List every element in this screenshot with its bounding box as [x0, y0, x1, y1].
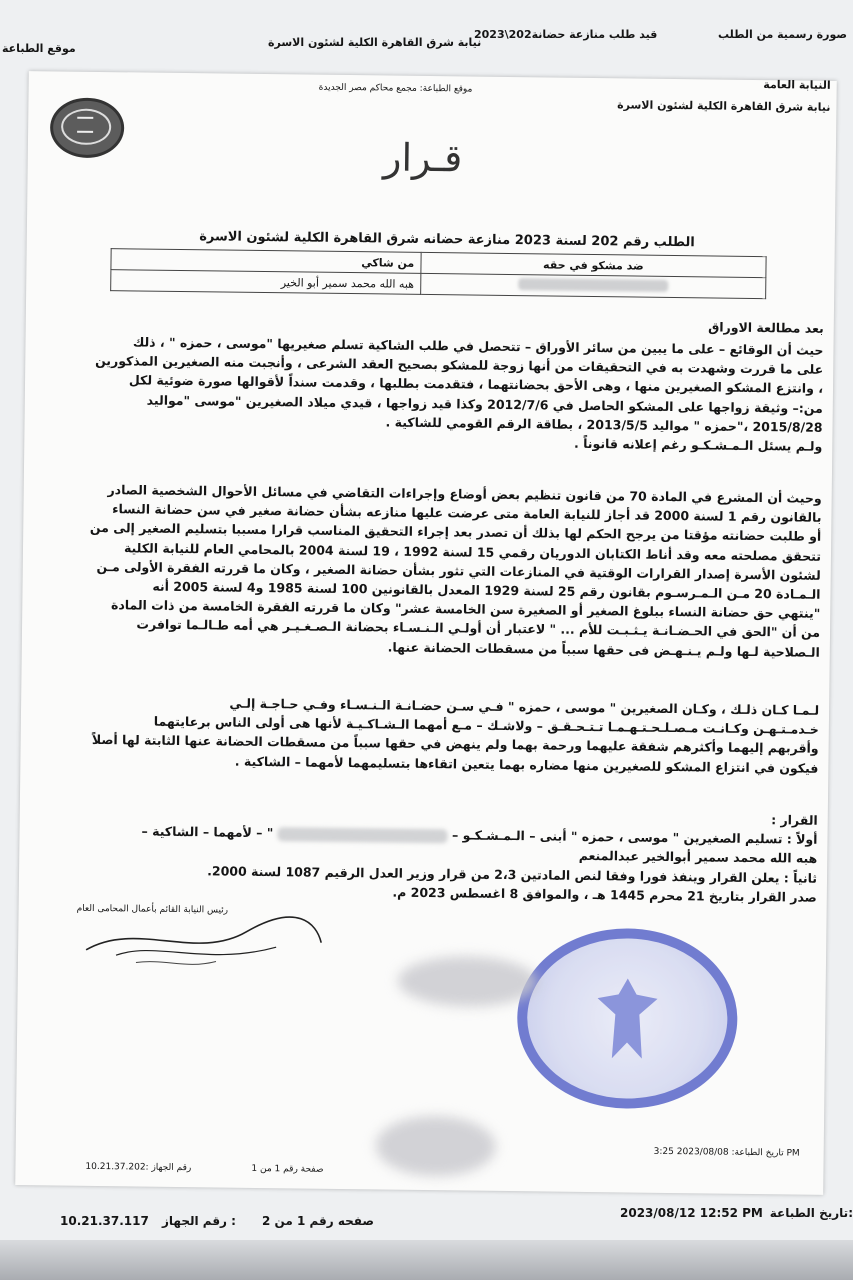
official-seal-icon [516, 927, 738, 1110]
legal-line: "ينتهي حق حضانة النساء ببلوغ الصغير أو الصغيرة سن الخامسة عشر" وكان ما قررته الفقرة الخامسة من ذات المادة [110, 597, 821, 622]
decision-document [15, 71, 837, 1195]
legal-line: أو طلبت حضانته مؤقتا من يرجح الحكم لها بذلك أن تصدر بعد إجراء التحقيق المناسب قرارا مسببا بتسليم الصغير إلى من [89, 520, 822, 545]
facts-line: ، وانتزع المشكو الصغيرين منها ، وهى الأحق بحضانتهما ، فتقدمت بطلبها ، وقدمت سنداً لأقوالها صورة ضوئية لكل [128, 372, 824, 397]
reasoning-line: فيكون في انتزاع المشكو للصغيرين منها مضاره بهما يتعين اتقاءها بتسليمهما لأمهما – الشاكية . [234, 753, 819, 776]
decision-complainant-name: هبه الله محمد سمير أبوالخير عبدالمنعم [578, 848, 818, 867]
legal-line: من أن "الحق في الحـضـانـة يـثـبـت للأم ... " لاعتبار أن أولـي الـنـسـاء بحضانة الـصـغـيـر هي أمه طـالـما توافرت [136, 616, 821, 641]
legal-line: الـصلاحية لـها ولـم يـنـهـض فى حقها سبباً من مسقطات الحضانة عنها. [387, 639, 820, 660]
facts-line: ولـم يسئل الـمـشـكـو رغم إعلانه قانوناً . [573, 435, 823, 454]
defendant-redacted [420, 273, 765, 298]
decision-section [37, 801, 818, 907]
paragraph-legal-basis [40, 479, 822, 661]
outer-footer [0, 1200, 853, 1240]
outer-header-prosecution: نيابة شرق القاهرة الكلية لشئون الاسرة [268, 36, 482, 49]
authority-name: النيابة العامة [763, 78, 831, 92]
facts-line: من:– وثيقة زواجها على المشكو الحاصل في 2012/7/6 وكذا قيد زواجها ، قيدي ميلاد الصغيرين "موسى "مواليد [146, 392, 823, 416]
complainant-name: هبه الله محمد سمير أبو الخير [111, 270, 421, 295]
reasoning-line: وأقربهم إليهما وأكثرهم شفقة عليهما ورحمة بهما ولم ينهض في حقها سبباً من مسقطات الحضانة عنها الثابتة لها أصلاً [91, 732, 819, 757]
outer-header [0, 28, 853, 58]
smudge [375, 1115, 496, 1176]
signature-title: رئيس النيابة القائم بأعمال المحامى العام [76, 903, 229, 916]
outer-page-number: صفحه رقم 1 من 2 [262, 1214, 375, 1228]
prosecution-name: نيابة شرق القاهرة الكلية لشئون الاسرة [617, 98, 831, 114]
facts-line: على ما قررت وشهدت به في التحقيقات من أنها زوجة للمشكو بصحيح العقد الشرعى ، وأنجبت منه الصغيرين المذكورين [95, 353, 824, 378]
doc-device-number: رقم الجهاز :10.21.37.202 [85, 1161, 192, 1174]
background-surface [0, 1240, 853, 1280]
paragraph-facts [42, 331, 823, 456]
facts-line: حيث أن الوقائع – على ما يبين من سائر الأوراق – تتحصل في طلب الشاكية تسلم صغيريها "موسى ، حمزه " ، ذلك [132, 334, 824, 358]
legal-line: الـمـادة 20 مـن الـمـرسـوم بقانون رقم 25 لسنة 1929 المعدل بالقانونين 100 لسنة 1985 و4 لسنة 2005 أنه [152, 578, 821, 602]
decision-second: ثانياً : يعلن القرار وينفذ فورا وفقا لنص المادتين 2،3 من قرار وزير العدل الرقيم 1087 لسنة 2000. [207, 862, 818, 886]
legal-line: بالقانون رقم 1 لسنة 2000 قد أجاز للنيابة العامة متى عرضت عليها منازعه بشأن حضانة صغير في سن حضانة النساء [112, 501, 822, 526]
decision-heading: القرار : [771, 812, 818, 828]
defendant-header: ضد مشكو في حقه [421, 252, 766, 277]
reasoning-line: لـمـا كـان ذلـك ، وكـان الصغيرين " موسى ، حمزه " فـي سـن حضـانـة الـنـسـاء وفـي حـاجـة إلـي [229, 695, 820, 718]
doc-print-date: تاريخ الطباعة: 2023/08/08 3:25 PM [653, 1146, 800, 1159]
page-title: قـرار [382, 135, 463, 181]
outer-print-date: 2023/08/12 12:52 PM [620, 1206, 763, 1220]
legal-line: لشئون الأسرة إصدار القرارات الوقتية في المنازعات التي تثور بشأن حضانة الصغير ، وكان ما قررته الفقرة الأولى مـن [96, 558, 821, 583]
legal-line: تتحقق مصلحته معه وقد أناط الكتابان الدوريان رقمي 15 لسنة 1992 ، 19 لسنة 2004 بالمحامي العام للنيابة الكلية [123, 539, 822, 564]
outer-device-label: رقم الجهاز : [162, 1214, 236, 1228]
complainant-header: من شاكي [111, 249, 421, 274]
signature-scribble [76, 910, 327, 973]
print-location: موقع الطباعة: مجمع محاكم مصر الجديدة [318, 82, 473, 95]
legal-line: وحيث أن المشرع في المادة 70 من قانون تنظيم بعض أوضاع وإجراءات التقاضي في مسائل الأحوال الشخصية الصادر [107, 482, 822, 506]
reasoning-line: خـدمـتـهـن وكـانـت مـصـلـحـتـهـمـا تـتـحـقـق – ولاشـك – مـع أمهما الـشـاكـيـة لأنها هى أولى الناس برعايتهما [153, 713, 819, 738]
decision-first-part-b: " – لأمهما – الشاكية – [141, 823, 274, 841]
smudge [397, 956, 538, 1008]
request-line: الطلب رقم 202 لسنة 2023 منازعة حضانه شرق القاهرة الكلية لشئون الاسرة [199, 229, 695, 251]
parties-table [110, 248, 766, 299]
outer-header-request: 2023\202قيد طلب منازعة حضانة [474, 28, 658, 41]
body-intro: بعد مطالعة الاوراق [708, 319, 824, 336]
decision-first-part-a: أولاً : تسليم الصغيرين " موسى ، حمزه " أبنى – الـمـشـكـو – [451, 827, 818, 848]
outer-device-number: 10.21.37.117 [60, 1214, 149, 1228]
redacted-name [278, 827, 448, 843]
decision-issued-date: صدر القرار بتاريخ 21 محرم 1445 هـ ، والموافق 8 اغسطس 2023 م. [392, 884, 817, 905]
outer-header-print-location: موقع الطباعة [2, 42, 76, 55]
outer-print-date-label: تاريخ الطباعة: [769, 1206, 853, 1220]
facts-line: 2015/8/28 ،"حمزه " مواليد 2013/5/5 ، بطاقة الرقم القومي للشاكية . [385, 414, 823, 435]
doc-page-number: صفحة رقم 1 من 1 [251, 1163, 324, 1175]
outer-header-official-copy: صورة رسمية من الطلب [718, 28, 847, 41]
paragraph-reasoning [38, 691, 819, 777]
